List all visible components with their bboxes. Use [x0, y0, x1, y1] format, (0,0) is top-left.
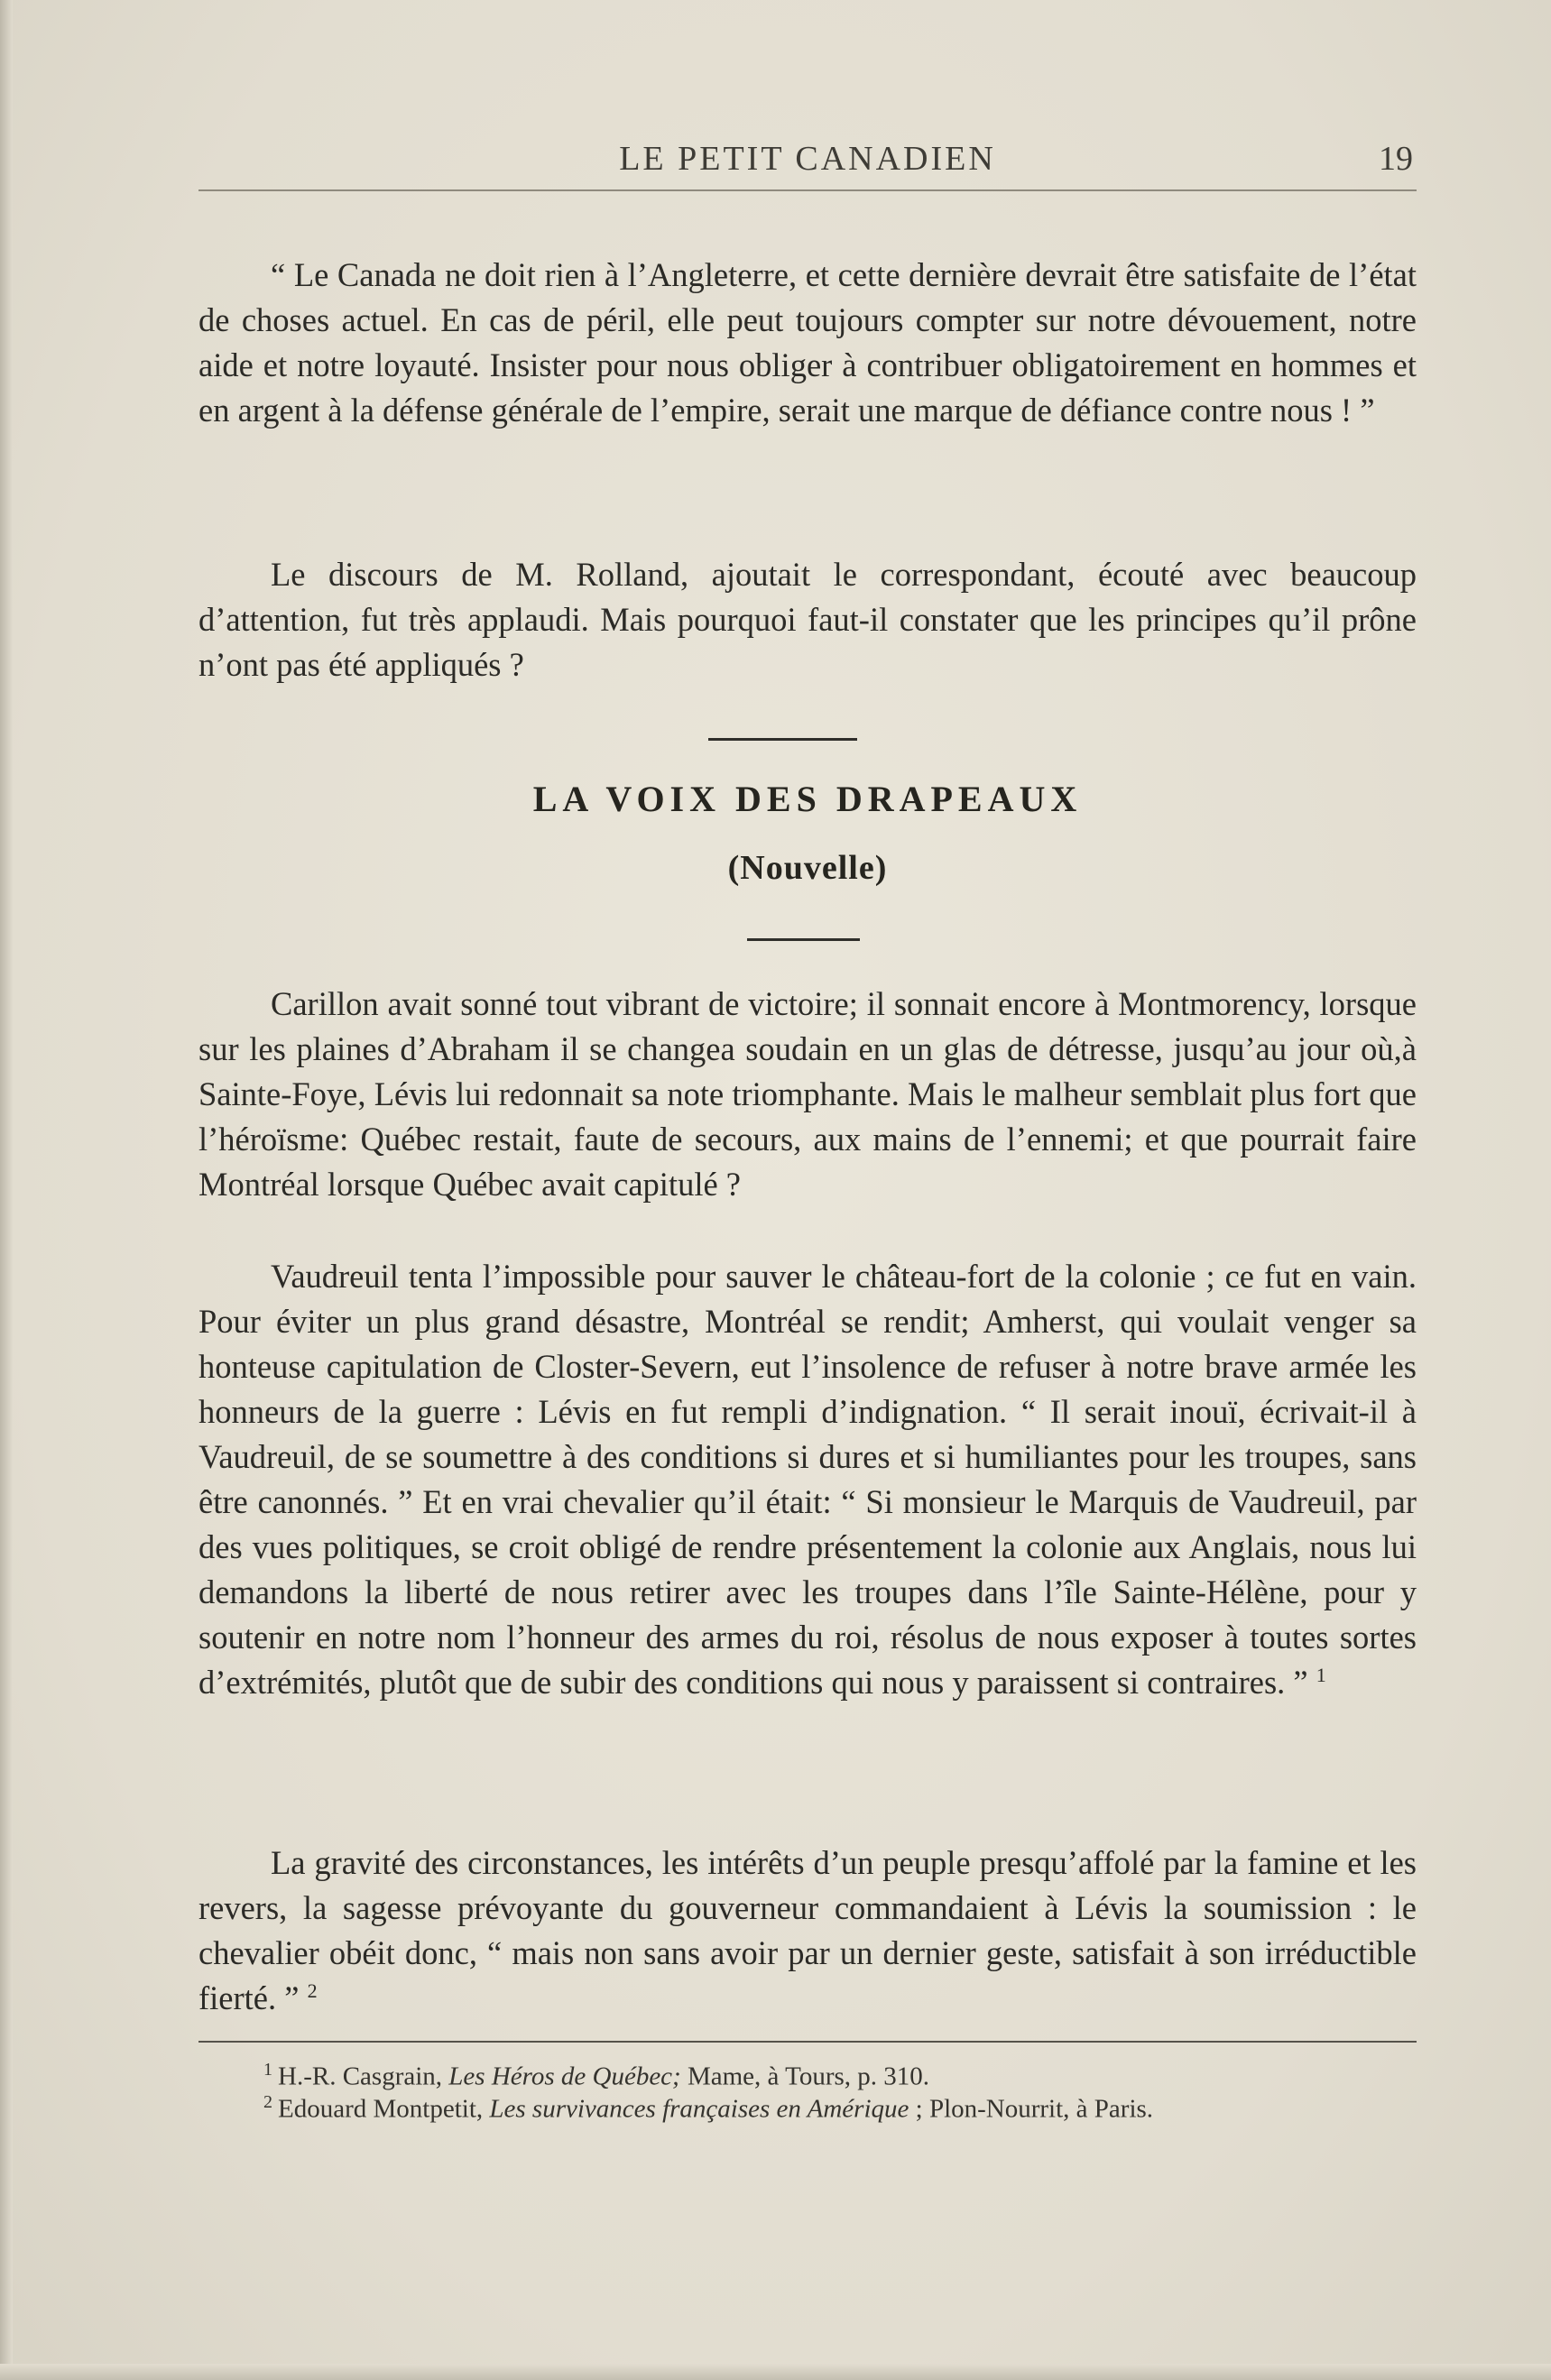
rolland-paragraph: Le discours de M. Rolland, ajoutait le correspondant, écouté avec beaucoup d’attention, fut très applaudi. Mais pourquoi faut-il constater que les principes qu’il prône n’ont pas été appliqués ? [198, 556, 1417, 683]
running-head [198, 135, 1417, 191]
footnote-ref: 1 [1316, 1663, 1326, 1686]
footnote-ref: 2 [307, 1979, 318, 2002]
quote-paragraph: “ Le Canada ne doit rien à l’Angleterre, et cette dernière devrait être satisfaite de l’état de choses actuel. En cas de péril, elle peut toujours compter sur notre dévouement, notre aide et notre loyauté. Insister pour nous obliger à contribuer obligatoirement en hommes et en argent à la défense générale de l’empire, serait une marque de défiance contre nous ! ” [198, 256, 1417, 429]
footnote-number: 2 [263, 2092, 272, 2112]
page-number: 19 [1379, 140, 1413, 178]
footnote-rule [198, 2041, 1417, 2043]
footnote-title: Les survivances françaises en Amérique [489, 2094, 909, 2124]
page-edge-shadow [0, 0, 13, 2380]
footnote-publisher: ; Plon-Nourrit, à Paris. [915, 2094, 1154, 2124]
article-paragraph [198, 1254, 1417, 1705]
running-title: LE PETIT CANADIEN [619, 140, 996, 178]
article-paragraph-text: La gravité des circonstances, les intérêts d’un peuple presqu’affolé par la famine et les revers, la sagesse prévoyante du gouverneur commandaient à Lévis la soumission : le chevalier obéit donc, “ mais non sans avoir par un dernier geste, satisfait à son irréductible fierté. ” [198, 1844, 1417, 2016]
article-paragraph-text: Vaudreuil tenta l’impossible pour sauver le château-fort de la colonie ; ce fut en vain. Pour éviter un plus grand désastre, Montréal se rendit; Amherst, qui voulait venger sa honteuse capitulation de Closter-Severn, eut l’insolence de refuser à notre brave armée les honneurs de la guerre : Lévis en fut rempli d’indignation. “ Il serait inouï, écrivait-il à Vaudreuil, de se soumettre à des conditions si dures et si humiliantes pour les troupes, sans être canonnés. ” Et en vrai chevalier qu’il était: “ Si monsieur le Marquis de Vaudreuil, par des vues politiques, se croit obligé de rendre présentement la colonie aux Anglais, nous lui demandons la liberté de nous retirer avec les troupes dans l’île Sainte-Hélène, pour y soutenir en notre nom l’honneur des armes du roi, résolus de nous exposer à toutes sortes d’extrémités, plutôt que de subir des conditions qui nous y paraissent si contraires. ” [198, 1258, 1417, 1701]
section-divider-bottom [747, 938, 860, 941]
article-title: LA VOIX DES DRAPEAUX [532, 779, 1083, 819]
article-subtitle: (Nouvelle) [727, 849, 888, 887]
footnote [198, 2086, 1417, 2126]
page-bottom-shadow [0, 2364, 1551, 2380]
footnote-author: Edouard Montpetit, [278, 2094, 484, 2124]
article-paragraph [198, 1840, 1417, 2021]
section-divider-top [708, 738, 857, 741]
footnote-number: 1 [263, 2060, 272, 2080]
article-paragraph-text: Carillon avait sonné tout vibrant de victoire; il sonnait encore à Montmorency, lorsque sur les plaines d’Abraham il se changea soudain en un glas de détresse, jusqu’au jour où,à Sainte-Foye, Lévis lui redonnait sa note triomphante. Mais le malheur semblait plus fort que l’héroïsme: Québec restait, faute de secours, aux mains de l’ennemi; et que pourrait faire Montréal lorsque Québec avait capitulé ? [198, 985, 1417, 1203]
footnote-title: Les Héros de Québec; [448, 2062, 681, 2091]
footnote-publisher: Mame, à Tours, p. 310. [687, 2062, 930, 2091]
article-paragraph [198, 982, 1417, 1207]
footnote-author: H.-R. Casgrain, [278, 2062, 443, 2091]
